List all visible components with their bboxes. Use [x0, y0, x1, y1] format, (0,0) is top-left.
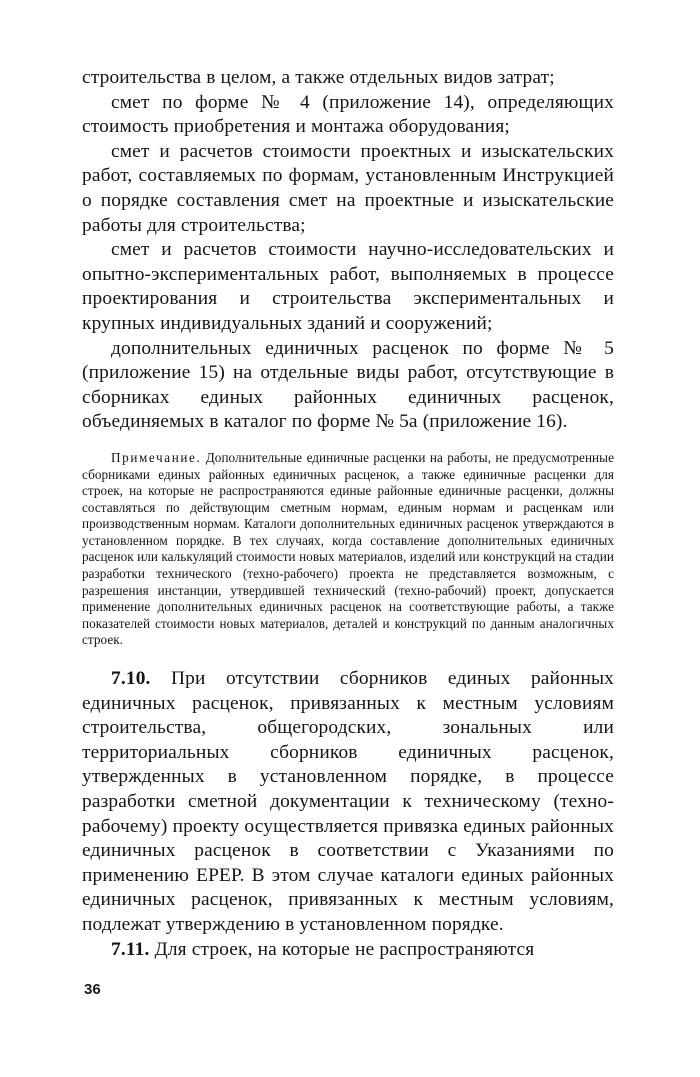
- paragraph-continuation: строительства в целом, а также отдельных видов затрат;: [82, 67, 555, 88]
- section-7-10: [82, 667, 614, 938]
- page-number: 36: [84, 981, 101, 998]
- section-number: 7.11.: [111, 938, 150, 960]
- note-paragraph: [82, 450, 614, 649]
- section-text: При отсутствии сборников единых районных единичных расценок, привязанных к местным условиям строительства, общегородских, зональных или территориальных сборников единичных расценок, утвержденных в установленном порядке, в процессе разработки сметной документации к техническому (техно-рабочему) проекту осуществляется привязка единых районных единичных расценок в соответствии с Указаниями по применению ЕРЕР. В этом случае каталоги единых районных единичных расценок, привязанных к местным условиям, подлежат утверждению в установленном порядке.: [82, 668, 614, 935]
- note-block: [82, 450, 614, 649]
- main-text-block: [82, 66, 614, 435]
- section-text: Для строек, на которые не распространяются: [154, 938, 535, 960]
- paragraph-form-4: смет по форме № 4 (приложение 14), определяющих стоимость приобретения и монтажа оборудования;: [82, 91, 614, 138]
- section-number: 7.10.: [111, 668, 151, 690]
- paragraph-research-estimates: смет и расчетов стоимости научно-исследовательских и опытно-экспериментальных работ, выполняемых в процессе проектирования и строительства экспериментальных и крупных индивидуальных зданий и сооружений;: [82, 239, 614, 334]
- paragraph-design-survey-estimates: смет и расчетов стоимости проектных и изыскательских работ, составляемых по формам, установленным Инструкцией о порядке составления смет на проектные и изыскательские работы для строительства;: [82, 140, 614, 236]
- section-7-11: [82, 938, 614, 963]
- section-block: [82, 667, 614, 962]
- note-label: Примечание.: [111, 449, 202, 465]
- paragraph-additional-unit-rates: дополнительных единичных расценок по форме № 5 (приложение 15) на отдельные виды работ, отсутствующие в сборниках единых районных единичных расценок, объединяемых в каталог по форме № 5а (приложение 16).: [82, 337, 614, 433]
- document-page: [82, 66, 614, 962]
- note-text: Дополнительные единичные расценки на работы, не предусмотренные сборниками единых районных единичных расценок, а также единичные расценки для строек, на которые не распространяются единые районные единичные расценки, должны составляться по действующим сметным нормам, единым нормам и расценкам или производственным нормам. Каталоги дополнительных единичных расценок утверждаются в установленном порядке. В тех случаях, когда составление дополнительных единичных расценок или калькуляций стоимости новых материалов, изделий или конструкций на стадии разработки технического (техно-рабочего) проекта не представляется возможным, с разрешения инстанции, утвердившей технический (техно-рабочий) проект, допускается применение дополнительных единичных расценок на соответствующие работы, а также показателей стоимости новых материалов, деталей и конструкций по данным аналогичных строек.: [82, 449, 614, 648]
